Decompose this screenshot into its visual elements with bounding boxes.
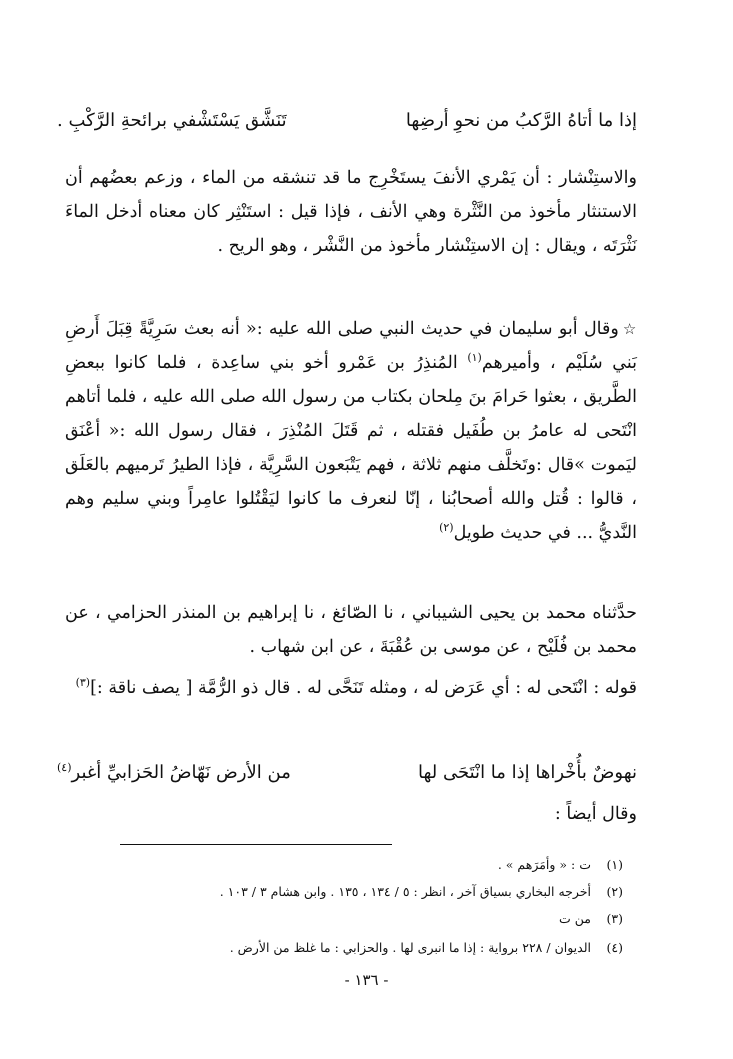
page-number: - ١٣٦ -: [344, 971, 389, 989]
footnote-text: الديوان / ٢٢٨ برواية : إذا ما انبرى لها . والحزابي : ما غلظ من الأرض .: [229, 940, 591, 955]
hadith-text-b: المُنذِرُ بن عَمْرو أخو بني ساعِدة ، فلما كانوا ببعضِ الطَّريق ، بعثوا حَرامَ بنَ مِلحان بكتاب من رسول الله صلى الله عليه ، فلما أتاهم انْتَحى له عامرُ بن طُفَيل فقتله ، ثم قَتَلَ المُنْذِرَ ، فقال رسول الله :« أعْنَق ليَموت »قال :وتَخلَّف منهم ثلاثة ، فهم يَتْبَعون السَّرِيَّة ، فإذا الطيرُ تَرميهم بالعَلَق ، قالوا : قُتل والله أصحابُنا ، إنّا لنعرف ما كانوا ليَقْتُلوا عامِراً وبني سليم وهم النَّديُّ ... في حديث طويل: [65, 353, 637, 543]
paragraph-hadith: [65, 312, 637, 550]
verse-1-second-hemistich: تَنَشَّق يَسْتَشْفي برائحةِ الرَّكْبِ .: [57, 110, 287, 131]
footnote-ref-3[interactable]: (٣): [75, 676, 91, 690]
footnote-ref-4[interactable]: (٤): [57, 761, 72, 774]
footnote-ref-1[interactable]: (١): [467, 351, 482, 365]
footnote-ref-2[interactable]: (٢): [439, 521, 454, 535]
verse-2-second-hemistich: [57, 756, 291, 790]
verse-1-first-hemistich: إذا ما أتاهُ الرَّكبُ من نحوِ أرضِها: [405, 110, 637, 131]
paragraph-istinthar: والاستِنْشار : أن يَمْري الأنفَ يستَخْرِج ما قد تنشقه من الماء ، وزعم بعضُهم أن الاستنثار مأخوذ من النَّثْرة وهي الأنف ، فإذا قيل : استَنْثِر كان معناه أدخل الماءَ نَثْرَتَه ، ويقال : إن الاستِنْشار مأخوذ من النَّشْر ، وهو الريح .: [65, 168, 637, 256]
footnote-1: [83, 852, 623, 878]
footnote-number: (٣): [606, 911, 623, 926]
verse-2-second-text: من الأرض نَهّاضُ الحَزابيِّ أغبر: [71, 762, 291, 783]
footnote-divider: [120, 844, 392, 845]
verse-1: [57, 104, 637, 138]
paragraph-explanation: [65, 671, 637, 705]
footnote-4: [83, 935, 623, 961]
footnote-text: من ت: [559, 911, 591, 926]
paragraph-also-said: وقال أيضاً :: [554, 804, 637, 824]
footnote-text: ت : « وأمَرَهم » .: [497, 857, 591, 872]
footnote-text: أخرجه البخاري بسياق آخر ، انظر : ٥ / ١٣٤ ، ١٣٥ . وابن هشام ٣ / ١٠٣ .: [219, 884, 591, 899]
footnote-3: [83, 906, 623, 932]
verse-2: [57, 756, 637, 790]
footnote-number: (٤): [606, 940, 623, 955]
footnote-number: (١): [606, 857, 623, 872]
paragraph-isnad: حدَّثناه محمد بن يحيى الشيباني ، نا الصّائغ ، نا إبراهيم بن المنذر الحزامي ، عن محمد بن فُلَيْح ، عن موسى بن عُقْبَةَ ، عن ابن شهاب .: [65, 603, 637, 657]
footnote-2: [83, 879, 623, 905]
explanation-text: قوله : انْتَحى له : أي عَرَض له ، ومثله تَنَحَّى له . قال ذو الرُّمَّة [ يصف ناقة :]: [90, 678, 637, 698]
verse-2-first-hemistich: نهوضٌ بأُخْراها إذا ما انْتَحَى لها: [418, 762, 637, 783]
hadith-text-a: وقال أبو سليمان في حديث النبي صلى الله عليه :« أنه بعث سَرِيَّةً قِبَلَ أَرضِ بَني سُلَيْم ، وأميرهم: [65, 319, 637, 373]
footnote-number: (٢): [606, 884, 623, 899]
star-icon: ☆: [622, 320, 637, 338]
